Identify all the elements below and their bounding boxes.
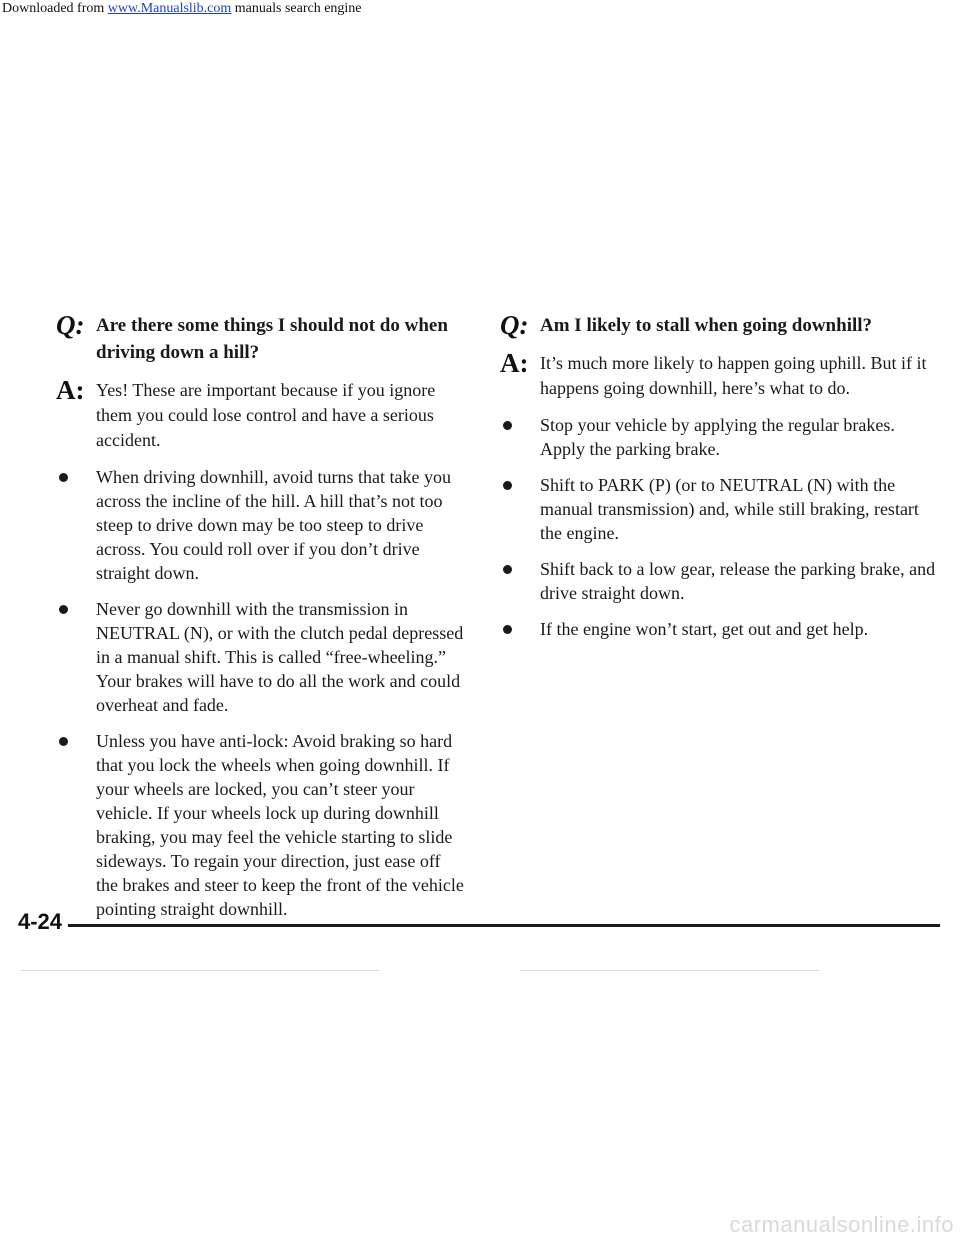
bullet-icon [503, 481, 512, 490]
bullet-text: If the engine won’t start, get out and get help. [540, 619, 869, 639]
left-column [56, 312, 464, 933]
question-marker: Q: [500, 310, 529, 340]
bullet-icon [59, 605, 68, 614]
page-number: 4-24 [18, 907, 68, 937]
bullet-text: Never go downhill with the transmission in NEUTRAL (N), or with the clutch pedal depressed in a manual shift. This is called “free-wheeling.” Your brakes will have to do all the work and could overheat and fade. [96, 599, 464, 715]
bullet-text: When driving downhill, avoid turns that take you across the incline of the hill. A hill that’s not too steep to drive down may be too steep to drive across. You could roll over if you don’t drive straight down. [96, 467, 451, 583]
question-text-left: Are there some things I should not do when driving down a hill? [96, 315, 448, 363]
bullet-icon [503, 565, 512, 574]
answer-marker: A: [56, 375, 85, 405]
answer-marker: A: [500, 348, 529, 378]
answer-text-right: It’s much more likely to happen going uphill. But if it happens going downhill, here’s what to do. [540, 353, 927, 398]
bullet-text: Stop your vehicle by applying the regular brakes. Apply the parking brake. [540, 415, 895, 459]
scan-artifact-line [20, 970, 380, 971]
bullet-text: Shift back to a low gear, release the parking brake, and drive straight down. [540, 559, 936, 603]
list-item [500, 557, 940, 605]
question-text-right: Am I likely to stall when going downhill? [540, 315, 873, 336]
right-column [500, 312, 940, 653]
bullet-icon [59, 737, 68, 746]
banner-prefix: Downloaded from [2, 1, 108, 16]
list-item [56, 465, 464, 585]
bullet-icon [59, 473, 68, 482]
manualslib-link[interactable]: www.Manualslib.com [107, 1, 232, 16]
footer-rule [18, 924, 940, 927]
question-marker: Q: [56, 310, 85, 340]
question-block-right [500, 312, 940, 339]
bullet-list-left [56, 465, 464, 921]
list-item [500, 413, 940, 461]
bullet-text: Unless you have anti-lock: Avoid braking so hard that you lock the wheels when going downhill. If your wheels are locked, you can’t steer your vehicle. If your wheels lock up during downhill braking, you may feel the vehicle starting to slide sideways. To regain your direction, just ease off the brakes and steer to keep the front of the vehicle pointing straight downhill. [96, 731, 464, 919]
watermark: carmanualsonline.info [729, 1212, 954, 1237]
list-item [500, 617, 940, 641]
list-item [56, 597, 464, 717]
banner-suffix: manuals search engine [231, 1, 362, 16]
scan-artifact-line [520, 970, 820, 971]
bullet-list-right [500, 413, 940, 641]
answer-block-left [56, 375, 464, 453]
question-block-left [56, 312, 464, 366]
bullet-text: Shift to PARK (P) (or to NEUTRAL (N) with the manual transmission) and, while still braking, restart the engine. [540, 475, 919, 543]
download-banner [0, 0, 960, 18]
bullet-icon [503, 625, 512, 634]
answer-block-right [500, 348, 940, 401]
bullet-icon [503, 421, 512, 430]
list-item [500, 473, 940, 545]
answer-text-left: Yes! These are important because if you ignore them you could lose control and have a serious accident. [96, 380, 436, 450]
list-item [56, 729, 464, 921]
